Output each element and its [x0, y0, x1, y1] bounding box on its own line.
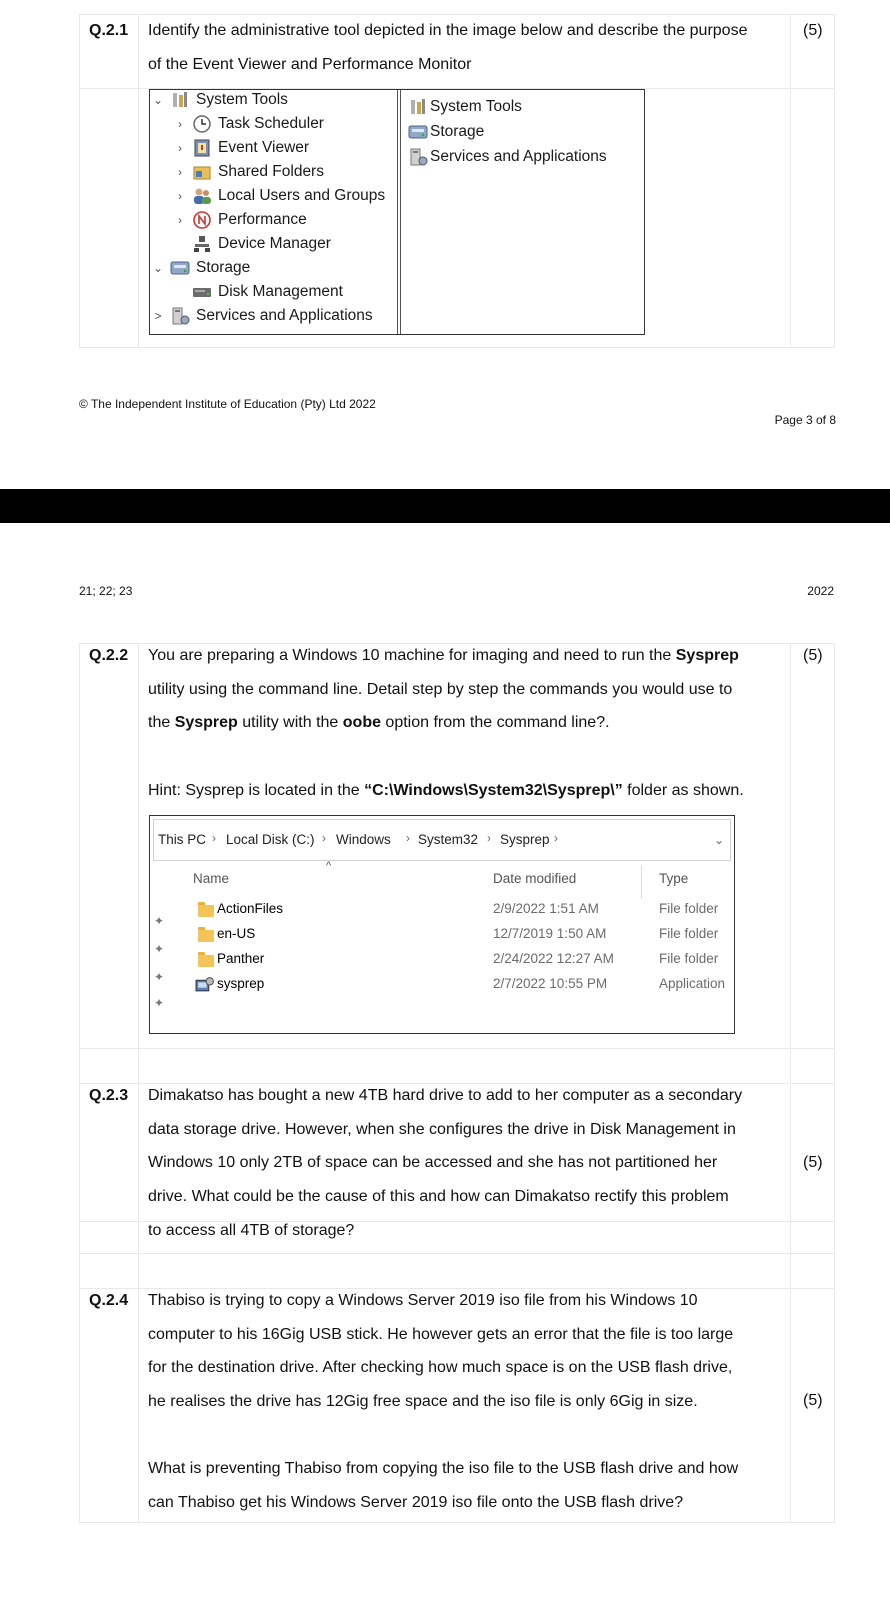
tree-item-local-users-groups[interactable]: [174, 184, 385, 208]
q23-text-line2: data storage drive. However, when she configures the drive in Disk Management in: [148, 1121, 736, 1138]
file-name: en-US: [217, 926, 256, 941]
q21-text-line1: Identify the administrative tool depicted in the image below and describe the purpose: [148, 22, 748, 39]
q24-text-line4: he realises the drive has 12Gig free space and the iso file is only 6Gig in size.: [148, 1393, 698, 1410]
column-header-date[interactable]: Date modified: [493, 871, 577, 886]
file-date: 2/24/2022 12:27 AM: [493, 951, 614, 966]
file-type: File folder: [659, 951, 719, 966]
pin-icon[interactable]: ✦: [154, 914, 165, 928]
q24-text-line6: can Thabiso get his Windows Server 2019 iso file onto the USB flash drive?: [148, 1494, 684, 1511]
chevron-right-icon[interactable]: ›: [406, 831, 410, 845]
tree-item-disk-management[interactable]: [174, 280, 343, 304]
tree-label: System Tools: [196, 91, 288, 108]
chevron-right-icon[interactable]: ›: [554, 831, 558, 845]
sort-arrow-icon: ^: [326, 860, 332, 872]
storage-icon: [408, 123, 428, 141]
q23-text-line5: to access all 4TB of storage?: [148, 1222, 355, 1239]
computer-management-window: [149, 89, 645, 335]
tree-item-performance[interactable]: [174, 208, 307, 232]
chevron-right-icon[interactable]: ›: [487, 831, 491, 845]
chevron-right-icon[interactable]: ›: [178, 117, 182, 131]
file-type: Application: [659, 976, 726, 991]
q22-text-line1: You are preparing a Windows 10 machine for imaging and need to run the Sysprep: [148, 647, 739, 664]
file-date: 2/9/2022 1:51 AM: [493, 901, 599, 916]
chevron-right-icon[interactable]: ›: [178, 141, 182, 155]
crumb-this-pc[interactable]: This PC: [158, 832, 207, 847]
tree-label: Disk Management: [218, 283, 343, 300]
tree-item-device-manager[interactable]: [174, 232, 331, 256]
tree-label: Task Scheduler: [218, 115, 324, 132]
file-explorer-window: [149, 815, 735, 1034]
q24-text-line3: for the destination drive. After checking how much space is on the USB flash drive,: [148, 1359, 733, 1376]
tree-item-task-scheduler[interactable]: [174, 112, 324, 136]
q22-marks: (5): [803, 647, 823, 664]
list-item-label: Storage: [430, 123, 485, 140]
storage-icon: [170, 259, 190, 277]
header-codes: 21; 22; 23: [79, 584, 133, 598]
folder-icon: [198, 955, 214, 967]
chevron-down-icon[interactable]: ⌄: [152, 93, 164, 107]
chevron-right-icon[interactable]: ›: [178, 165, 182, 179]
disk-icon: [192, 283, 212, 301]
chevron-right-icon[interactable]: ›: [212, 831, 216, 845]
clock-icon: [192, 115, 212, 133]
event-viewer-icon: [192, 139, 212, 157]
file-type: File folder: [659, 901, 719, 916]
q22-hint: Hint: Sysprep is located in the “C:\Windows\System32\Sysprep\” folder as shown.: [148, 782, 744, 799]
q23-text-line3: Windows 10 only 2TB of space can be accessed and she has not partitioned her: [148, 1154, 718, 1171]
page-number: Page 3 of 8: [774, 413, 836, 427]
chevron-right-icon[interactable]: ›: [178, 189, 182, 203]
q21-text-line2: of the Event Viewer and Performance Monitor: [148, 56, 472, 73]
address-bar[interactable]: [153, 819, 731, 861]
pane-splitter[interactable]: [397, 90, 401, 334]
q23-text-line4: drive. What could be the cause of this and how can Dimakatso rectify this problem: [148, 1188, 729, 1205]
tools-icon: [170, 91, 190, 109]
tree-item-storage[interactable]: [152, 256, 250, 280]
pin-icon[interactable]: ✦: [154, 970, 165, 984]
q23-text-line1: Dimakatso has bought a new 4TB hard drive to add to her computer as a secondary: [148, 1087, 743, 1104]
crumb-windows[interactable]: Windows: [336, 832, 391, 847]
tree-label: Shared Folders: [218, 163, 324, 180]
q21-number: Q.2.1: [89, 22, 129, 39]
list-item-label: Services and Applications: [430, 148, 607, 165]
chevron-right-icon[interactable]: >: [154, 309, 162, 323]
folder-icon: [198, 930, 214, 942]
tree-item-services-applications[interactable]: [152, 304, 373, 328]
list-item-label: System Tools: [430, 98, 522, 115]
q23-number: Q.2.3: [89, 1087, 129, 1104]
tree-label: Local Users and Groups: [218, 187, 386, 204]
tree-label: Services and Applications: [196, 307, 373, 324]
q24-text-line1: Thabiso is trying to copy a Windows Server 2019 iso file from his Windows 10: [148, 1292, 698, 1309]
list-item-storage[interactable]: [408, 120, 484, 144]
chevron-down-icon[interactable]: ⌄: [152, 261, 164, 275]
pin-icon[interactable]: ✦: [154, 996, 165, 1010]
file-name: Panther: [217, 951, 265, 966]
q21-marks: (5): [803, 22, 823, 39]
crumb-sysprep[interactable]: Sysprep: [500, 832, 550, 847]
users-icon: [192, 187, 212, 205]
tree-label: Device Manager: [218, 235, 331, 252]
tree-item-system-tools[interactable]: [152, 88, 288, 112]
file-date: 12/7/2019 1:50 AM: [493, 926, 607, 941]
file-name: ActionFiles: [217, 901, 284, 916]
services-icon: [408, 148, 428, 166]
shared-folder-icon: [192, 163, 212, 181]
chevron-right-icon[interactable]: ›: [322, 831, 326, 845]
file-name: sysprep: [217, 976, 265, 991]
q24-text-line2: computer to his 16Gig USB stick. He however gets an error that the file is too large: [148, 1326, 734, 1343]
column-header-type[interactable]: Type: [659, 871, 689, 886]
q22-text-line2: utility using the command line. Detail step by step the commands you would use to: [148, 681, 733, 698]
column-divider[interactable]: [641, 865, 642, 899]
q22-number: Q.2.2: [89, 647, 129, 664]
device-manager-icon: [192, 235, 212, 253]
copyright-footer: © The Independent Institute of Education (Pty) Ltd 2022: [79, 397, 376, 411]
list-item-system-tools[interactable]: [408, 95, 522, 119]
application-icon: [195, 976, 214, 993]
chevron-right-icon[interactable]: ›: [178, 213, 182, 227]
folder-icon: [198, 905, 214, 917]
pin-icon[interactable]: ✦: [154, 942, 165, 956]
tree-label: Storage: [196, 259, 251, 276]
header-year: 2022: [807, 584, 834, 598]
q24-marks: (5): [803, 1392, 823, 1409]
file-date: 2/7/2022 10:55 PM: [493, 976, 608, 991]
list-item-services-applications[interactable]: [408, 145, 607, 169]
file-type: File folder: [659, 926, 719, 941]
q24-number: Q.2.4: [89, 1292, 129, 1309]
crumb-local-disk[interactable]: Local Disk (C:): [226, 832, 315, 847]
tools-icon: [408, 98, 428, 116]
chevron-down-icon[interactable]: ⌄: [714, 833, 725, 847]
column-header-name[interactable]: Name: [193, 871, 230, 886]
tree-item-shared-folders[interactable]: [174, 160, 324, 184]
q23-marks: (5): [803, 1154, 823, 1171]
performance-icon: [192, 211, 212, 229]
crumb-system32[interactable]: System32: [418, 832, 479, 847]
tree-item-event-viewer[interactable]: [174, 136, 309, 160]
page-break-bar: [0, 489, 890, 523]
services-icon: [170, 307, 190, 325]
tree-label: Performance: [218, 211, 307, 228]
q22-text-line3: the Sysprep utility with the oobe option from the command line?.: [148, 714, 610, 731]
q24-text-line5: What is preventing Thabiso from copying the iso file to the USB flash drive and how: [148, 1460, 739, 1477]
tree-label: Event Viewer: [218, 139, 310, 156]
